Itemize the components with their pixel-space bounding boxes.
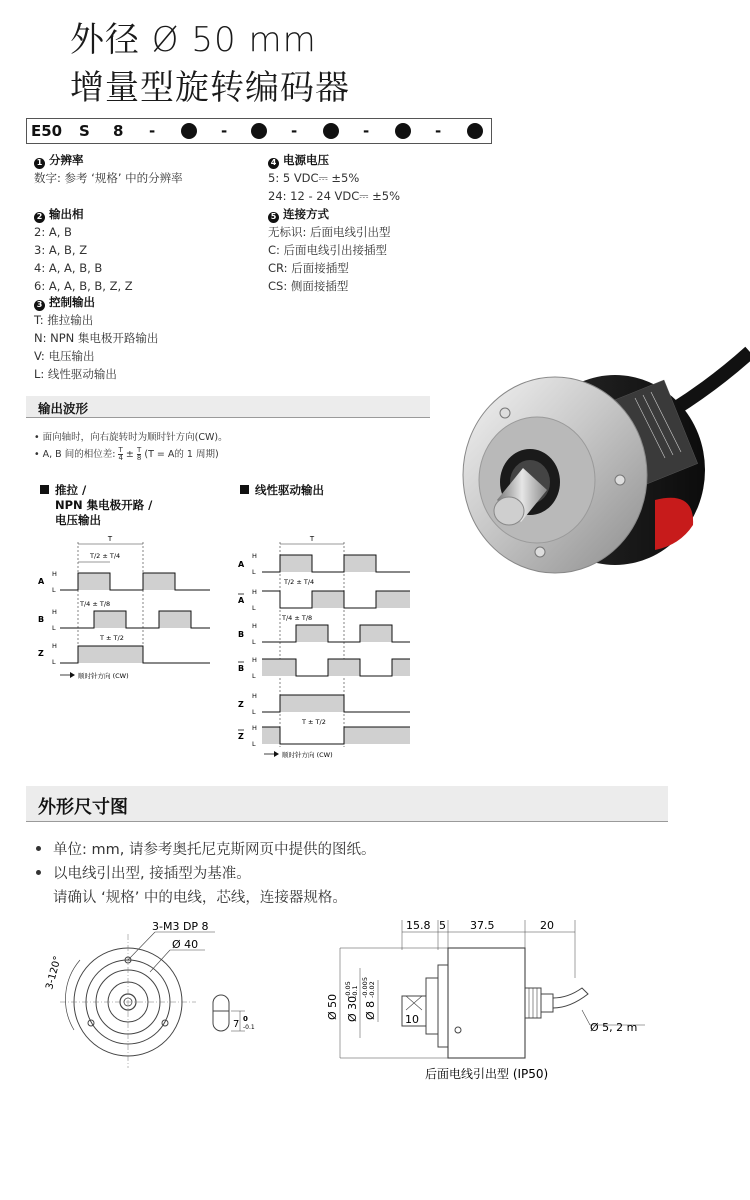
spec-line: 3: A, B, Z [34,243,88,257]
dim-label-d40: Ø 40 [172,938,199,951]
spec-line: 4: A, A, B, B [34,261,103,275]
spec-heading: 分辨率 [49,153,84,167]
dim-37-5: 37.5 [470,919,495,932]
high-label: H [52,570,57,578]
dim-label-angle: 3-120° [44,955,64,991]
note2-prefix: • A, B 间的相位差: [34,449,116,460]
dim-cable: Ø 5, 2 m [590,1021,638,1034]
signal-b-bar-label: B [238,664,245,673]
phase-frac-label: T/2 ± T/4 [90,552,121,560]
right-title-text: 线性驱动输出 [255,483,324,497]
shaft-tol-lower: -0.1 [243,1024,255,1031]
waveform-right-title [240,483,324,498]
high-label: H [252,656,257,664]
spec-line: 数字: 参考 ‘规格’ 中的分辨率 [34,171,183,185]
spec-line: L: 线性驱动输出 [34,367,117,381]
waveform-left-diagram [30,530,220,685]
dim-15-8: 15.8 [406,919,431,932]
period-label: T [309,535,315,543]
waveform-right-diagram [232,532,422,762]
low-label: L [252,604,256,612]
model-code-bar [26,118,492,144]
page-title-line2: 增量型旋转编码器 [70,68,350,108]
dim-10: 10 [405,1013,419,1026]
spec-line: CS: 侧面接插型 [268,279,349,293]
dimensions-section-header [26,786,668,822]
high-label: H [52,642,57,650]
signal-z-bar-label: Z [238,732,244,741]
spec-heading: 输出相 [49,207,84,221]
high-label: H [252,692,257,700]
spec-line: N: NPN 集电极开路输出 [34,331,159,345]
code-part: - [221,122,228,140]
code-part: E50 [31,122,63,140]
signal-z-label: Z [238,700,244,709]
dim-d8: Ø 8 [364,1000,377,1020]
spec-line: 2: A, B [34,225,72,239]
spec-line: 5: 5 VDC⎓ ±5% [268,171,360,185]
high-label: H [252,552,257,560]
spec-heading: 连接方式 [283,207,330,221]
dim-d8-tol-upper: -0.005 [361,977,369,998]
dim-20: 20 [540,919,554,932]
spec-num: 5 [268,212,279,223]
spec-output-phase [34,205,254,295]
waveform-note-2: • A, B 间的相位差: $\frac{T}{4}$ ± $\frac{T}{8}$ (T = A的 1 周期) [34,446,219,462]
spec-num: 4 [268,158,279,169]
spec-resolution [34,151,254,187]
code-part: S [79,122,90,140]
side-view-caption: 后面电线引出型 (IP50) [425,1067,549,1081]
spec-connection [268,205,488,295]
code-part: - [291,122,298,140]
shaft-dim-7: 7 [233,1019,240,1030]
spec-line: 6: A, A, B, B, Z, Z [34,279,133,293]
waveform-section-header [26,396,430,418]
code-part: - [363,122,370,140]
high-label: H [52,608,57,616]
phase-frac-label: T ± T/2 [100,634,124,642]
signal-b-label: B [238,630,245,639]
dimensions-bullet-continued: 请确认 ‘规格’ 中的电线，芯线，连接器规格。 [53,890,347,906]
cw-label: 顺时针方向 (CW) [78,672,129,680]
low-label: L [252,568,256,576]
low-label: L [52,624,56,632]
low-label: L [252,672,256,680]
dimensions-bullet [36,862,251,883]
low-label: L [52,586,56,594]
spec-line: 24: 12 - 24 VDC⎓ ±5% [268,189,401,203]
code-part: 8 [113,122,124,140]
code-part-num: 2 [251,123,267,139]
waveform-note-1: • 面向轴时，向右旋转时为顺时针方向(CW)。 [34,432,228,443]
spec-num: 2 [34,212,45,223]
period-label: T [107,535,113,543]
code-part-num: 3 [323,123,339,139]
note2-suffix: (T = A的 1 周期) [144,449,219,460]
low-label: L [252,708,256,716]
encoder-product-image [455,340,750,580]
low-label: L [52,658,56,666]
dimensions-bullet [36,838,375,859]
phase-frac-label: T/4 ± T/8 [282,614,313,622]
waveform-section-title: 输出波形 [38,401,89,416]
spec-line: CR: 后面接插型 [268,261,349,275]
code-part-num: 4 [395,123,411,139]
shaft-detail-drawing [205,985,265,1045]
cable-shape [673,352,750,410]
spec-line: T: 推拉输出 [34,313,94,327]
spec-power-supply [268,151,488,205]
waveform-left-title [40,483,152,528]
signal-b-label: B [38,615,45,624]
phase-frac-label: T/4 ± T/8 [80,600,111,608]
left-title-line: 推拉 / [55,483,87,497]
signal-z-label: Z [38,649,44,658]
signal-a-label: A [238,560,245,569]
left-title-line: 电压输出 [55,513,101,527]
bullet-text: 以电线引出型, 接插型为基准。 [53,866,251,882]
dim-d8-tol-lower: -0.02 [368,981,376,998]
dim-d30: Ø 30 [346,995,359,1022]
side-view-drawing [320,910,650,1090]
left-title-line: NPN 集电极开路 / [55,498,153,512]
low-label: L [252,740,256,748]
code-part-num: 1 [181,123,197,139]
code-part: - [435,122,442,140]
dimensions-section-title: 外形尺寸图 [38,797,128,818]
high-label: H [252,622,257,630]
code-part: - [149,122,156,140]
spec-num: 3 [34,300,45,311]
signal-a-bar-label: A [238,596,245,605]
red-label-shape [655,498,693,550]
signal-a-label: A [38,577,45,586]
high-label: H [252,724,257,732]
spec-line: 无标识: 后面电线引出型 [268,225,391,239]
dim-d50: Ø 50 [326,993,339,1020]
phase-frac-label: T/2 ± T/4 [284,578,315,586]
cw-label: 顺时针方向 (CW) [282,751,333,759]
page-title-line1: 外径 Ø 50 mm [70,20,317,60]
spec-line: V: 电压输出 [34,349,95,363]
spec-heading: 控制输出 [49,295,96,309]
shaft-tol-upper: 0 [243,1015,248,1023]
spec-heading: 电源电压 [283,153,330,167]
spec-control-output [34,293,254,383]
dim-label-m3: 3-M3 DP 8 [152,920,209,933]
dim-d30-tol-lower: -0.1 [351,985,359,998]
bullet-text: 单位: mm, 请参考奥托尼克斯网页中提供的图纸。 [53,842,376,858]
spec-num: 1 [34,158,45,169]
phase-frac-label: T ± T/2 [302,718,326,726]
spec-line: C: 后面电线引出接插型 [268,243,388,257]
dim-d30-tol-upper: -0.05 [344,981,352,998]
dim-5: 5 [439,919,446,932]
code-part-num: 5 [467,123,483,139]
low-label: L [252,638,256,646]
high-label: H [252,588,257,596]
